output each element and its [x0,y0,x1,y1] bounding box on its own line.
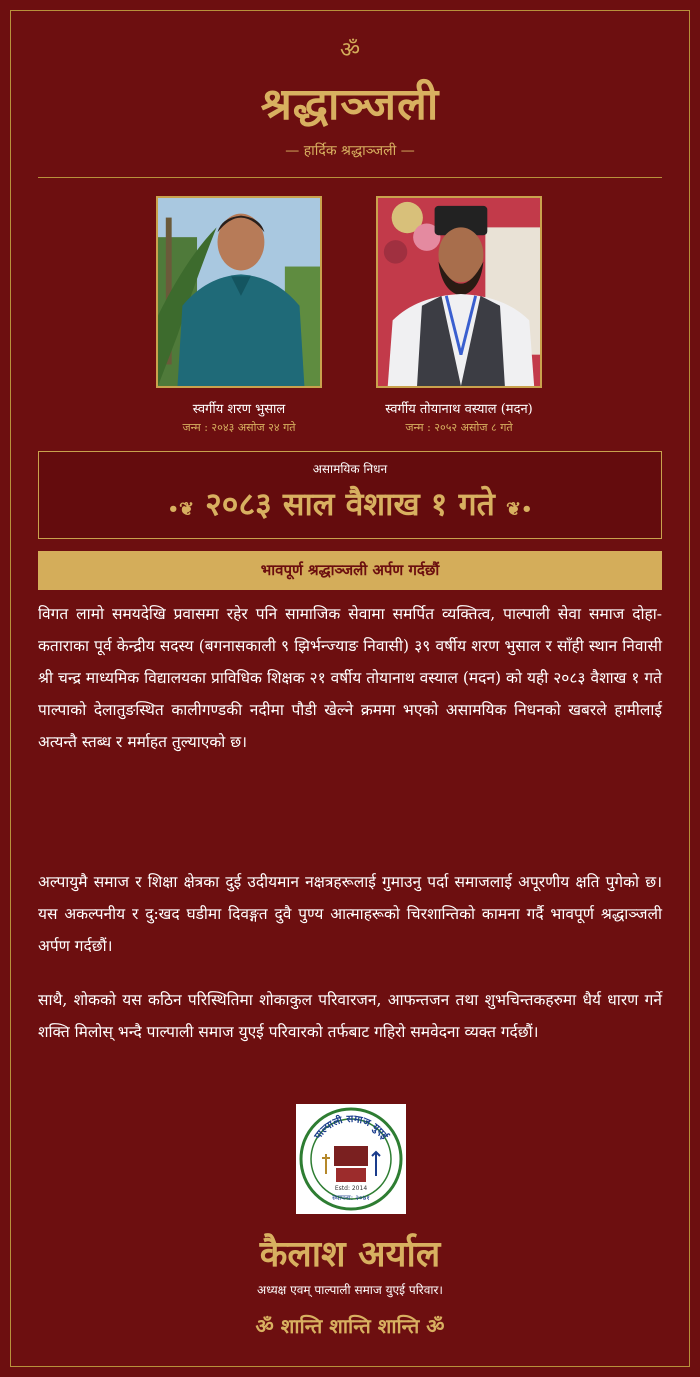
header-divider [38,177,662,178]
page-title: श्रद्धाञ्जली [260,79,440,130]
closing-shanti: ॐ शान्ति शान्ति शान्ति ॐ [255,1314,445,1338]
death-date-box [38,451,662,539]
right-flourish-icon: ❦• [505,499,533,520]
logo-ring-text: पाल्पाली समाज युएई [312,1113,390,1142]
signer-role: अध्यक्ष एवम् पाल्पाली समाज युएई परिवार। [257,1283,443,1297]
organization-logo [296,1104,406,1214]
left-flourish-icon: •❦ [167,499,195,520]
person-1-name: स्वर्गीय शरण भुसाल [192,402,286,417]
death-date-line [39,482,661,525]
death-label: असामयिक निधन [312,462,388,476]
paragraph-1: विगत लामो समयदेखि प्रवासमा रहेर पनि सामाजिक सेवामा समर्पित व्यक्तित्व, पाल्पाली सेवा समाज दोहा-कताराका पूर्व केन्द्रीय सदस्य (बगनासकाली ९ झिर्भन्ज्याङ निवासी) ३९ वर्षीय शरण भुसाल र साँही स्थान निवासी श्री चन्द्र माध्यमिक विद्यालयका प्राविधिक शिक्षक २१ वर्षीय तोयानाथ वस्याल (मदन) को यही २०८३ वैशाख १ गते पाल्पाको देलातुङस्थित कालीगण्डकी नदीमा पौडी खेल्ने क्रममा भएको असामयिक निधनको खबरले हामीलाई अत्यन्तै स्तब्ध र मर्माहत तुल्याएको छ। [38,605,662,751]
paragraph-2: अल्पायुमै समाज र शिक्षा क्षेत्रका दुई उदीयमान नक्षत्रहरूलाई गुमाउनु पर्दा समाजलाई अपूरणीय क्षति पुगेको छ। यस अकल्पनीय र दु:खद घडीमा दिवङ्गत दुवै पुण्य आत्माहरूको चिरशान्तिको कामना गर्दै भावपूर्ण श्रद्धाञ्जली अर्पण गर्दछौं। [38,873,662,955]
death-date: २०८३ साल वैशाख १ गते [205,485,495,523]
logo-est: Estd: 2014 [334,1185,368,1192]
page-subtitle: — हार्दिक श्रद्धाञ्जली — [285,143,415,159]
portrait-photo-2 [376,196,542,388]
om-symbol: ॐ [339,38,361,63]
paragraph-3: साथै, शोकको यस कठिन परिस्थितिमा शोकाकुल परिवारजन, आफन्तजन तथा शुभचिन्तकहरुमा धैर्य धारण गर्ने शक्ति मिलोस् भन्दै पाल्पाली समाज युएई परिवारको तर्फबाट गहिरो समवेदना व्यक्त गर्दछौं। [38,991,662,1041]
logo-founded: स्थापना: २०७१ [332,1194,370,1202]
person-1-birth: जन्म : २०४३ असोज २४ गते [182,421,296,434]
person-2-birth: जन्म : २०५२ असोज ८ गते [405,421,513,434]
signer-name: कैलाश अर्याल [259,1233,441,1275]
tribute-band: भावपूर्ण श्रद्धाञ्जली अर्पण गर्दछौं [38,551,662,590]
portrait-photo-1 [156,196,322,388]
person-2-name: स्वर्गीय तोयानाथ वस्याल (मदन) [385,402,533,417]
